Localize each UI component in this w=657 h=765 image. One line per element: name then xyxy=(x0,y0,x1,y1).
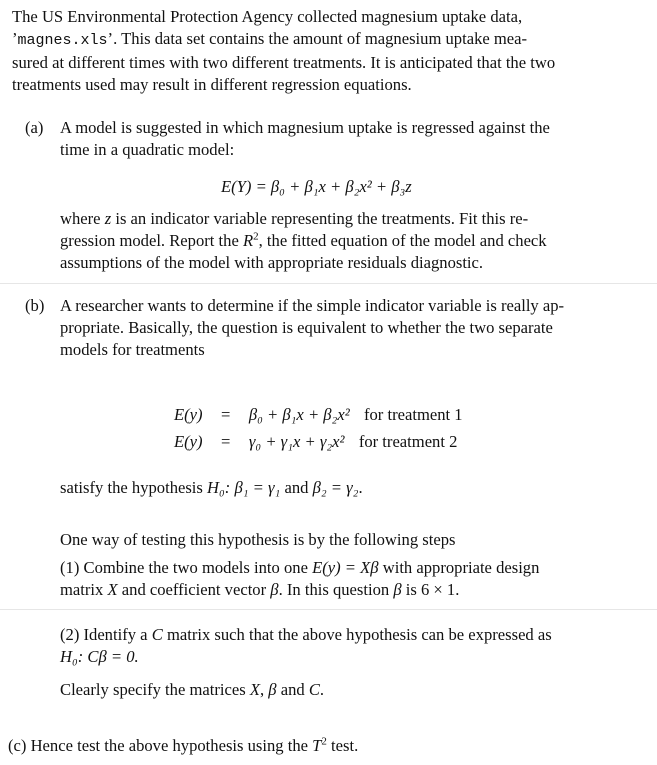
step-1-line-2: matrix X and coefficient vector β. In this question β is 6 × 1. xyxy=(60,580,460,599)
part-a-equation: E(Y) = β₀ + β₁x + β₂x² + β₃z xyxy=(221,177,412,196)
part-a-instructions xyxy=(60,208,636,274)
filename: magnes.xls xyxy=(17,32,108,49)
step-1-line-1: (1) Combine the two models into one E(y) = Xβ with appropriate design xyxy=(60,558,540,577)
part-b-label: (b) xyxy=(25,296,45,315)
intro-line-3: sured at different times with two different treatments. It is anticipated that the two xyxy=(12,53,556,72)
part-b-step-1 xyxy=(60,557,636,601)
part-a-question xyxy=(60,117,636,161)
step-2-line-1: (2) Identify a C matrix such that the above hypothesis can be expressed as xyxy=(60,625,552,644)
part-b-specify: Clearly specify the matrices X, β and C. xyxy=(60,680,325,699)
step-2-line-2: H₀: Cβ = 0. xyxy=(60,647,139,666)
part-b-equation-2: E(y) = γ₀ + γ₁x + γ₂x² for treatment 2 xyxy=(174,432,458,451)
part-a-line-1: A model is suggested in which magnesium uptake is regressed against the xyxy=(60,118,550,137)
part-c: (c) Hence test the above hypothesis using the $T^2$ test. xyxy=(8,735,359,755)
intro-paragraph xyxy=(12,6,644,96)
part-b-step-2 xyxy=(60,624,636,668)
part-b-line-1: A researcher wants to determine if the simple indicator variable is really ap- xyxy=(60,296,565,315)
part-b-hypothesis: satisfy the hypothesis H₀: β₁ = γ₁ and β₂ = γ₂. xyxy=(60,478,363,497)
part-b-line-2: propriate. Basically, the question is equivalent to whether the two separate xyxy=(60,318,553,337)
divider-2 xyxy=(0,609,657,610)
part-a-line-5: assumptions of the model with appropriate residuals diagnostic. xyxy=(60,253,484,272)
part-b-steps-intro: One way of testing this hypothesis is by the following steps xyxy=(60,530,456,549)
part-b-line-3: models for treatments xyxy=(60,340,205,359)
intro-line-1: The US Environmental Protection Agency collected magnesium uptake data, xyxy=(12,7,523,26)
divider-1 xyxy=(0,283,657,284)
intro-line-2: ’magnes.xls’. This data set contains the amount of magnesium uptake mea- xyxy=(12,29,528,49)
intro-line-4: treatments used may result in different regression equations. xyxy=(12,75,412,94)
part-c-label: (c) xyxy=(8,736,27,755)
part-b-equation-1: E(y) = β₀ + β₁x + β₂x² for treatment 1 xyxy=(174,405,463,424)
part-a-line-4: gression model. Report the $R^2$, the fitted equation of the model and check xyxy=(60,230,547,250)
part-a-label: (a) xyxy=(25,118,44,137)
part-a-line-3: where z is an indicator variable representing the treatments. Fit this re- xyxy=(60,209,529,228)
part-a-line-2: time in a quadratic model: xyxy=(60,140,235,159)
part-b-question xyxy=(60,295,636,361)
